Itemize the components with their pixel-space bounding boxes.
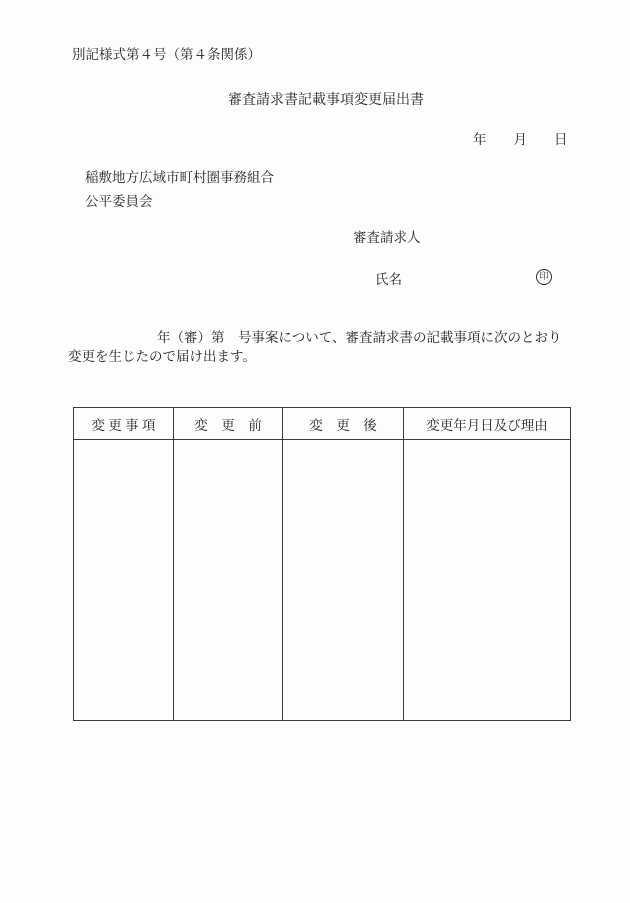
body-paragraph: 年（審）第 号事案について、審査請求書の記載事項に次のとおり変更を生じたので届け出ます。 [68,330,562,364]
table-cell-change-item [74,440,174,721]
table-row [74,440,571,721]
table-header-row [74,408,571,440]
form-id-label: 別記様式第４号（第４条関係） [72,47,261,62]
column-header-before: 変 更 前 [174,408,283,440]
addressee-organization: 稲敷地方広域市町村圏事務組合 [85,170,274,185]
addressee-committee: 公平委員会 [85,193,153,209]
column-header-change-item: 変 更 事 項 [74,408,174,440]
change-table [73,407,571,721]
document-title: 審査請求書記載事項変更届出書 [228,93,424,108]
appellant-label: 審査請求人 [353,230,421,245]
addressee-block [85,166,274,213]
name-label: 氏名 [375,272,402,287]
date-line: 年 月 日 [473,132,568,147]
table-cell-before [174,440,283,721]
column-header-after: 変 更 後 [283,408,404,440]
seal-icon [536,269,552,285]
table-cell-date-reason [404,440,571,721]
table-cell-after [283,440,404,721]
seal-character: 印 [539,271,549,282]
column-header-date-reason: 変更年月日及び理由 [404,408,571,440]
